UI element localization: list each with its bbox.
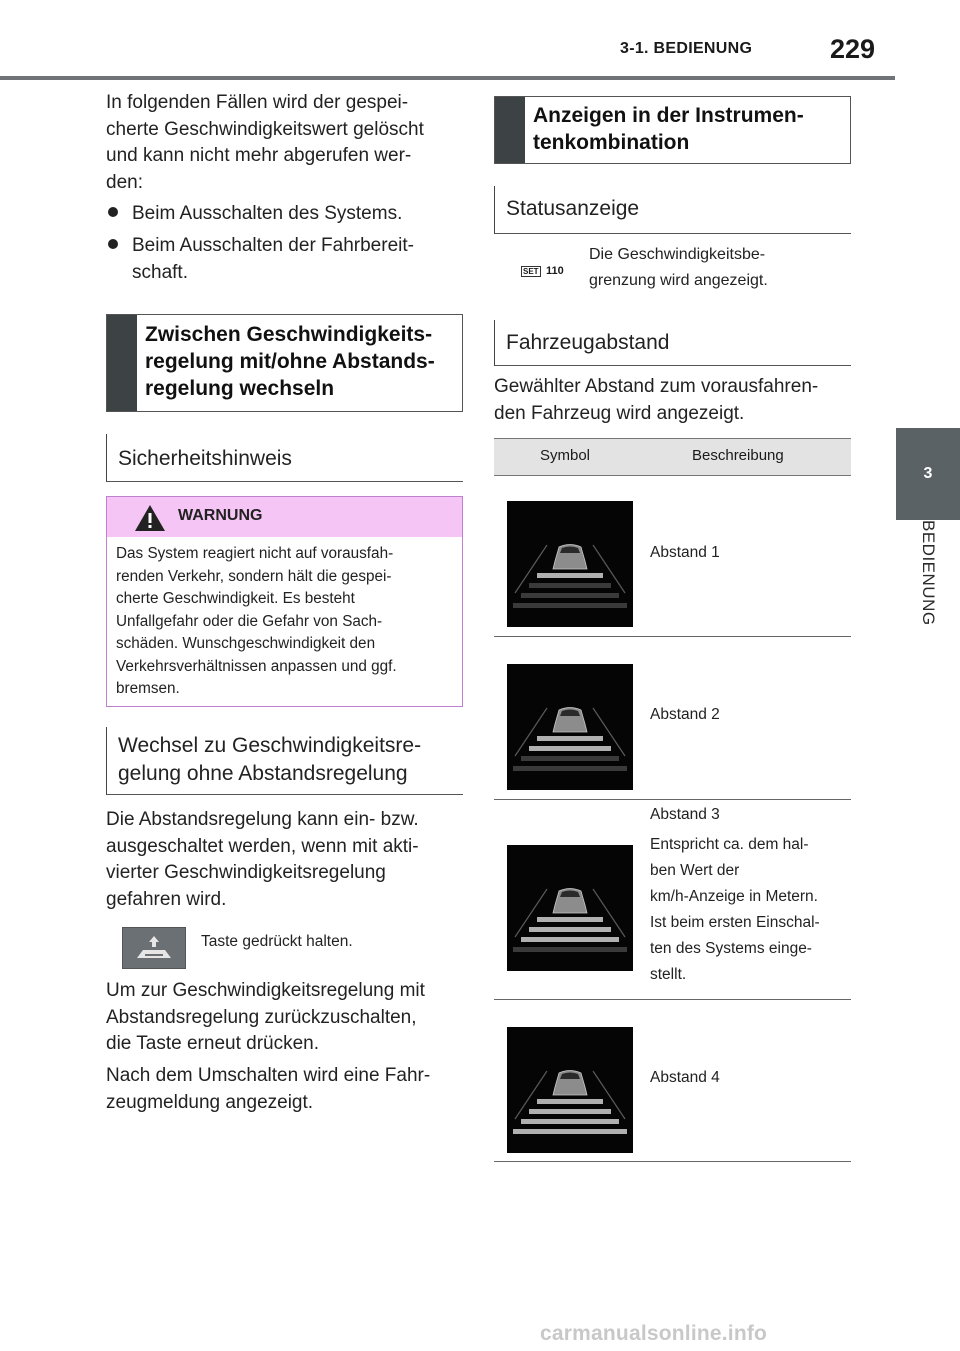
text-line: ausgeschaltet werden, wenn mit akti- xyxy=(106,835,419,857)
speed-value: 110 xyxy=(546,265,564,277)
text-line: Ist beim ersten Einschal- xyxy=(650,914,820,931)
text-line: Gewählter Abstand zum vorausfahren- xyxy=(494,376,819,397)
distance-pictogram xyxy=(507,664,633,790)
watermark: carmanualsonline.info xyxy=(540,1322,768,1345)
table-header xyxy=(494,438,851,476)
text-line: den: xyxy=(106,171,143,193)
subheading xyxy=(106,434,463,482)
distance-2-image xyxy=(507,664,633,790)
distance-label: Abstand 3 xyxy=(650,806,720,823)
distance-bar xyxy=(529,1109,611,1114)
section-heading xyxy=(533,102,842,156)
bullet-dot xyxy=(108,239,118,249)
button-caption: Taste gedrückt halten. xyxy=(201,933,353,950)
section-title: 3-1. BEDIENUNG xyxy=(620,40,753,57)
text-line: Nach dem Umschalten wird eine Fahr- xyxy=(106,1065,431,1086)
subheading-rule xyxy=(495,233,851,234)
text-line: Entspricht ca. dem hal- xyxy=(650,836,809,853)
distance-bar xyxy=(521,756,619,761)
row-divider xyxy=(494,799,851,800)
distance-label: Abstand 4 xyxy=(650,1069,720,1086)
subheading-text: Statusanzeige xyxy=(506,197,640,220)
distance-bar xyxy=(529,583,611,588)
warning-title: WARNUNG xyxy=(178,507,263,524)
text-line: und kann nicht mehr abgerufen wer- xyxy=(106,145,412,166)
text-line: gefahren wird. xyxy=(106,888,227,910)
bullet-text: Beim Ausschalten der Fahrbereit- xyxy=(132,235,414,256)
distance-3-image xyxy=(507,845,633,971)
distance-3-note xyxy=(650,832,850,988)
chapter-number: 3 xyxy=(923,465,933,482)
distance-pictogram xyxy=(507,501,633,627)
section-heading-box xyxy=(494,96,851,164)
chapter-label: BEDIENUNG xyxy=(919,520,938,626)
distance-bar xyxy=(537,1099,603,1104)
warning-text xyxy=(116,543,454,701)
text-line: Wechsel zu Geschwindigkeitsre- xyxy=(118,734,422,757)
distance-bar xyxy=(521,593,619,598)
text-line: renden Verkehr, sondern hält die gespei- xyxy=(116,567,392,585)
distance-bar xyxy=(513,947,627,952)
warning-box xyxy=(106,496,463,707)
heading-line: tenkombination xyxy=(533,131,690,154)
subheading-rule xyxy=(495,365,851,366)
heading-line: regelung wechseln xyxy=(145,377,335,400)
heading-bar xyxy=(107,315,137,411)
subheading xyxy=(494,186,851,234)
row-divider xyxy=(494,1161,851,1162)
subheading-rule xyxy=(107,481,463,482)
intro-paragraph xyxy=(106,90,466,196)
text-line: km/h-Anzeige in Metern. xyxy=(650,888,818,905)
page-number: 229 xyxy=(830,34,876,64)
cruise-button-icon xyxy=(122,927,186,969)
text-line: In folgenden Fällen wird der gespei- xyxy=(106,92,409,113)
warning-body xyxy=(107,537,462,706)
bullet-text: Beim Ausschalten des Systems. xyxy=(132,203,403,224)
distance-bar xyxy=(537,917,603,922)
distance-bar xyxy=(513,766,627,771)
bullet-item xyxy=(108,201,468,228)
distance-bar xyxy=(537,736,603,741)
set-label: SET xyxy=(523,267,539,276)
paragraph xyxy=(106,978,466,1058)
subheading-text: Sicherheitshinweis xyxy=(118,447,292,470)
distance-bar xyxy=(521,1119,619,1124)
distance-pictogram xyxy=(507,845,633,971)
heading-line: Zwischen Geschwindigkeits- xyxy=(145,323,433,346)
text-line: zeugmeldung angezeigt. xyxy=(106,1091,314,1113)
status-description xyxy=(589,242,849,294)
distance-bar xyxy=(513,1129,627,1134)
heading-line: Anzeigen in der Instrumen- xyxy=(533,104,804,127)
text-line: Die Abstandsregelung kann ein- bzw. xyxy=(106,809,419,830)
column-header-symbol: Symbol xyxy=(540,447,591,464)
text-line: Das System reagiert nicht auf vorausfah- xyxy=(116,545,394,562)
paragraph xyxy=(494,374,854,427)
chapter-label-container xyxy=(896,520,960,640)
chapter-tab xyxy=(896,428,960,520)
text-line: vierter Geschwindigkeitsregelung xyxy=(106,862,386,883)
text-line: Um zur Geschwindigkeitsregelung mit xyxy=(106,980,425,1001)
subheading xyxy=(494,320,851,366)
subheading-text: Fahrzeugabstand xyxy=(506,331,670,354)
set-speed-icon xyxy=(521,265,571,281)
distance-button-icon xyxy=(123,928,185,968)
text-line: Unfallgefahr oder die Gefahr von Sach- xyxy=(116,612,383,630)
distance-bar xyxy=(529,746,611,751)
subheading xyxy=(106,727,463,795)
row-divider xyxy=(494,999,851,1000)
text-line: schäden. Wunschgeschwindigkeit den xyxy=(116,635,376,652)
text-line: bremsen. xyxy=(116,680,180,697)
text-line: grenzung wird angezeigt. xyxy=(589,272,768,289)
distance-bar xyxy=(513,603,627,608)
text-line: ben Wert der xyxy=(650,862,740,879)
distance-label: Abstand 1 xyxy=(650,544,720,561)
text-line: Die Geschwindigkeitsbe- xyxy=(589,246,766,263)
bullet-text: schaft. xyxy=(132,261,188,283)
column-header-description: Beschreibung xyxy=(692,447,784,464)
distance-bar xyxy=(529,927,611,932)
distance-pictogram xyxy=(507,1027,633,1153)
warning-header xyxy=(107,497,462,537)
text-line: die Taste erneut drücken. xyxy=(106,1033,320,1054)
text-line: ten des Systems einge- xyxy=(650,940,812,957)
bullet-item xyxy=(108,233,468,286)
distance-bar xyxy=(537,573,603,578)
paragraph xyxy=(106,1063,466,1116)
text-line: den Fahrzeug wird angezeigt. xyxy=(494,402,745,424)
distance-label: Abstand 2 xyxy=(650,706,720,723)
text-line: Verkehrsverhältnissen anpassen und ggf. xyxy=(116,657,397,675)
distance-1-image xyxy=(507,501,633,627)
section-heading-box xyxy=(106,314,463,412)
text-line: stellt. xyxy=(650,966,687,983)
header-rule xyxy=(0,76,895,80)
text-line: gelung ohne Abstandsregelung xyxy=(118,762,408,785)
heading-bar xyxy=(495,97,525,163)
paragraph xyxy=(106,807,466,913)
row-divider xyxy=(494,636,851,637)
heading-line: regelung mit/ohne Abstands- xyxy=(145,350,435,373)
text-line: cherte Geschwindigkeitswert gelöscht xyxy=(106,118,424,140)
text-line: Abstandsregelung zurückzuschalten, xyxy=(106,1006,417,1028)
warning-icon xyxy=(133,503,167,533)
section-heading xyxy=(145,321,454,402)
text-line: cherte Geschwindigkeit. Es besteht xyxy=(116,590,355,607)
bullet-dot xyxy=(108,207,118,217)
distance-bar xyxy=(521,937,619,942)
subheading-rule xyxy=(107,794,463,795)
subheading-text xyxy=(118,732,421,788)
distance-4-image xyxy=(507,1027,633,1153)
